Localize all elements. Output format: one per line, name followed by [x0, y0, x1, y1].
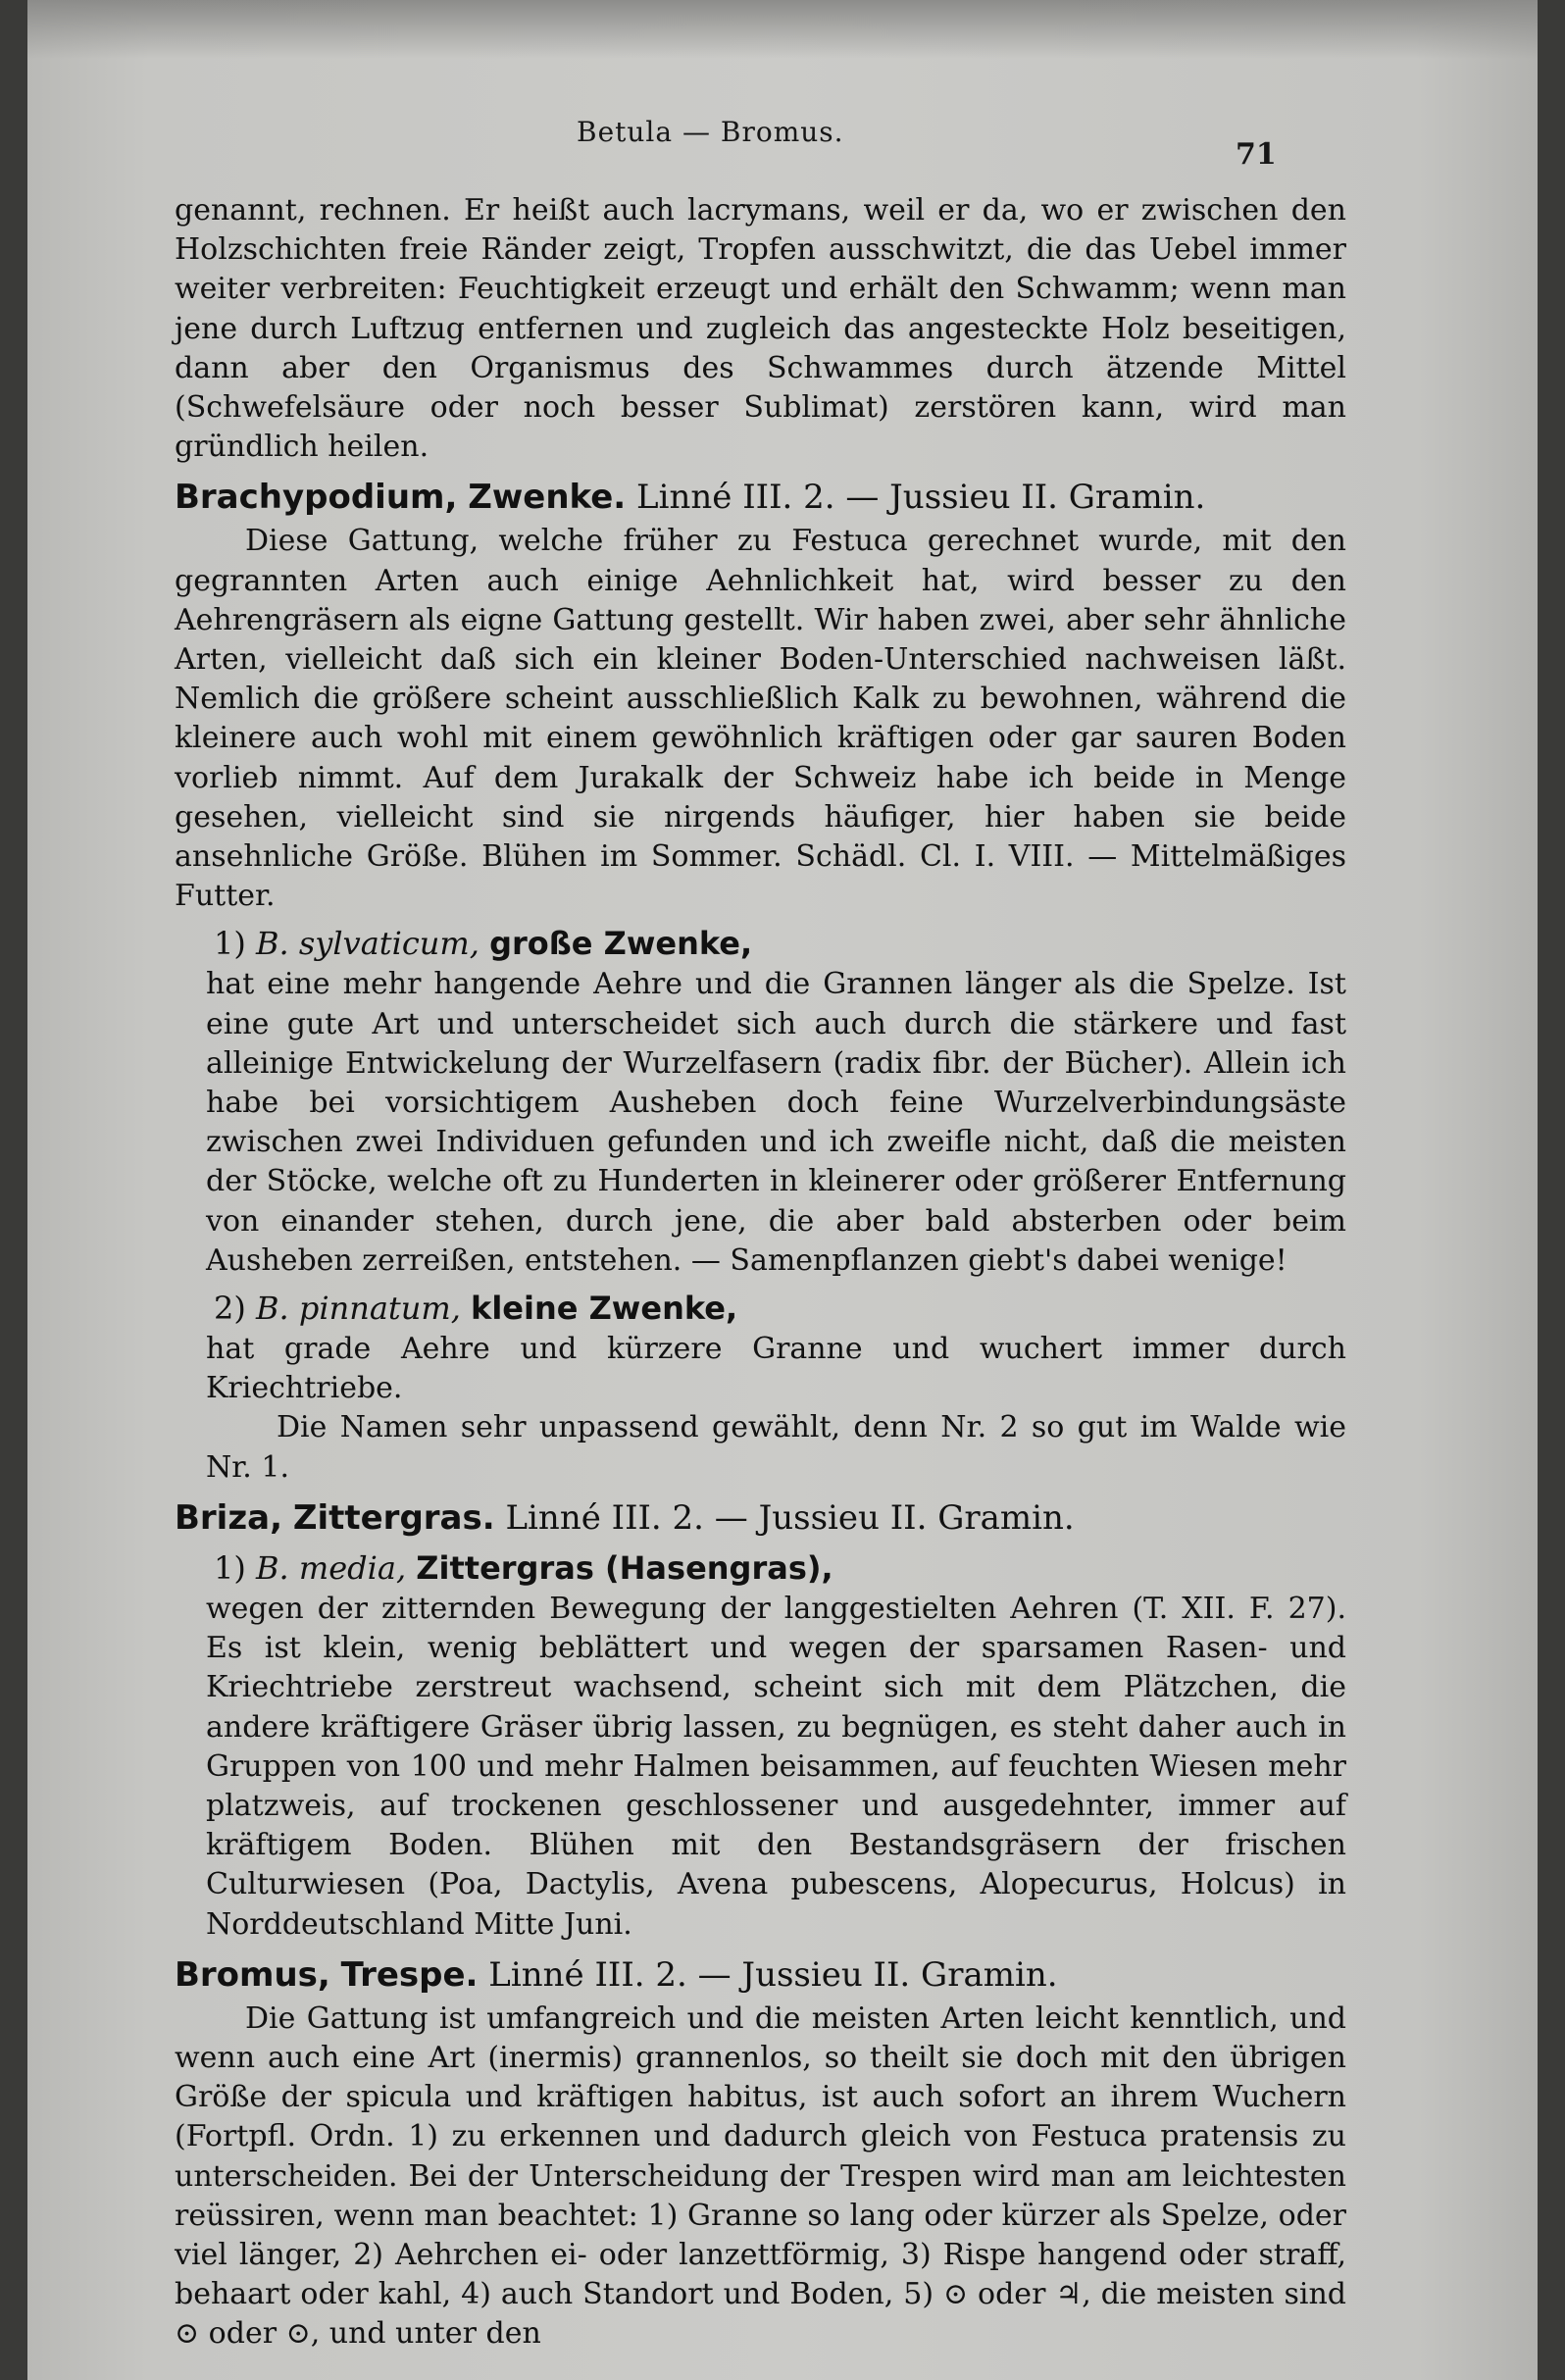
classification-ref: Linné III. 2. — Jussieu II. Gramin. [488, 1954, 1058, 1995]
genus-german: Trespe. [340, 1954, 479, 1995]
species-number: 1) [214, 925, 246, 963]
species-number: 2) [214, 1290, 246, 1328]
species-description: wegen der zitternden Bewegung der langgestielten Aehren (T. XII. F. 27). Es ist klein, wenig beblättert und wegen der sparsamen Rasen- und Kriechtriebe zerstreut wachsend, scheint sich mit dem Plätzchen, die andere kräftigere Gräser übrig lassen, zu begnügen, es steht daher auch in Gruppen von 100 und mehr Halmen beisammen, auf feuchten Wiesen mehr platzweis, auf trockenen geschlossener und ausgedehnter, immer auf kräftigem Boden. Blühen mit den Bestandsgräsern der frischen Culturwiesen (Poa, Dactylis, Avena pubescens, Alopecurus, Holcus) in Norddeutschland Mitte Juni. [206, 1591, 1346, 1942]
species-german: Zittergras (Hasengras), [416, 1548, 833, 1587]
species-german: kleine Zwenke, [471, 1290, 738, 1328]
page-header [27, 116, 1538, 172]
species-latin: B. pinnatum, [256, 1290, 461, 1328]
classification-ref: Linné III. 2. — Jussieu II. Gramin. [636, 478, 1206, 518]
genus-german: Zittergras. [292, 1497, 495, 1538]
entry-heading-brachypodium [175, 475, 1346, 520]
species-heading [214, 1546, 1346, 1590]
book-page [27, 0, 1538, 2380]
entry-heading-bromus [175, 1952, 1346, 1998]
genus-name: Brachypodium, [175, 478, 458, 518]
species-description: hat grade Aehre und kürzere Granne und wuchert immer durch Kriechtriebe. [206, 1332, 1346, 1406]
genus-name: Briza, [175, 1497, 282, 1538]
intro-paragraph: genannt, rechnen. Er heißt auch lacrymans, weil er da, wo er zwischen den Holzschichten freie Ränder zeigt, Tropfen ausschwitzt, die das Uebel immer weiter verbreiten: Feuchtigkeit erzeugt und erhält den Schwamm; wenn man jene durch Luftzug entfernen und zugleich das angesteckte Holz beseitigen, dann aber den Organismus des Schwammes durch ätzende Mittel (Schwefelsäure oder noch besser Sublimat) zerstören kann, wird man gründlich heilen. [175, 193, 1346, 465]
genus-name: Bromus, [175, 1954, 330, 1995]
genus-description: Die Gattung ist umfangreich und die meisten Arten leicht kenntlich, und wenn auch eine Art (inermis) grannenlos, so theilt sie doch mit den übrigen Größe der spicula und kräftigen habitus, ist auch sofort an ihrem Wuchern (Fortpfl. Ordn. 1) zu erkennen und dadurch gleich von Festuca pratensis zu unterscheiden. Bei der Unterscheidung der Trespen wird man am leichtesten reüssiren, wenn man beachtet: 1) Granne so lang oder kürzer als Spelze, oder viel länger, 2) Aehrchen ei- oder lanzettförmig, 3) Rispe hangend oder straff, behaart oder kahl, 4) auch Standort und Boden, 5) ⊙ oder ♃, die meisten sind ⊙ oder ⊙, und unter den [175, 2000, 1346, 2352]
entry-heading-briza [175, 1495, 1346, 1541]
page-body [175, 191, 1346, 2355]
page-number: 71 [1236, 137, 1277, 172]
species-description: hat eine mehr hangende Aehre und die Grannen länger als die Spelze. Ist eine gute Art und unterscheidet sich auch durch die stärkere und fast alleinige Entwickelung der Wurzelfasern (radix fibr. der Bücher). Allein ich habe bei vorsichtigem Ausheben doch feine Wurzelverbindungsäste zwischen zwei Individuen gefunden und ich zweifle nicht, daß die meisten der Stöcke, welche oft zu Hunderten in kleinerer oder größerer Entfernung von einander stehen, durch jene, die aber bald absterben oder beim Ausheben zerreißen, entstehen. — Samenpflanzen giebt's dabei wenige! [206, 967, 1346, 1278]
running-head: Betula — Bromus. [577, 116, 844, 148]
species-german: große Zwenke, [489, 925, 753, 963]
species-number: 1) [214, 1548, 246, 1587]
page-shadow [27, 0, 1538, 59]
species-note: Die Namen sehr unpassend gewählt, denn Nr. 2 so gut im Walde wie Nr. 1. [206, 1410, 1346, 1485]
species-heading [214, 1287, 1346, 1330]
genus-description: Diese Gattung, welche früher zu Festuca gerechnet wurde, mit den gegrannten Arten auch einige Aehnlichkeit hat, wird besser zu den Aehrengräsern als eigne Gattung gestellt. Wir haben zwei, aber sehr ähnliche Arten, vielleicht daß sich ein kleiner Boden-Unterschied nachweisen läßt. Nemlich die größere scheint ausschließlich Kalk zu bewohnen, während die kleinere auch wohl mit einem gewöhnlich kräftigen oder gar sauren Boden vorlieb nimmt. Auf dem Jurakalk der Schweiz habe ich beide in Menge gesehen, vielleicht sind sie nirgends häufiger, hier haben sie beide ansehnliche Größe. Blühen im Sommer. Schädl. Cl. I. VIII. — Mittelmäßiges Futter. [175, 524, 1346, 914]
species-latin: B. sylvaticum, [256, 925, 480, 963]
species-heading [214, 922, 1346, 965]
species-latin: B. media, [256, 1548, 407, 1587]
classification-ref: Linné III. 2. — Jussieu II. Gramin. [505, 1497, 1075, 1538]
genus-german: Zwenke. [468, 478, 627, 518]
